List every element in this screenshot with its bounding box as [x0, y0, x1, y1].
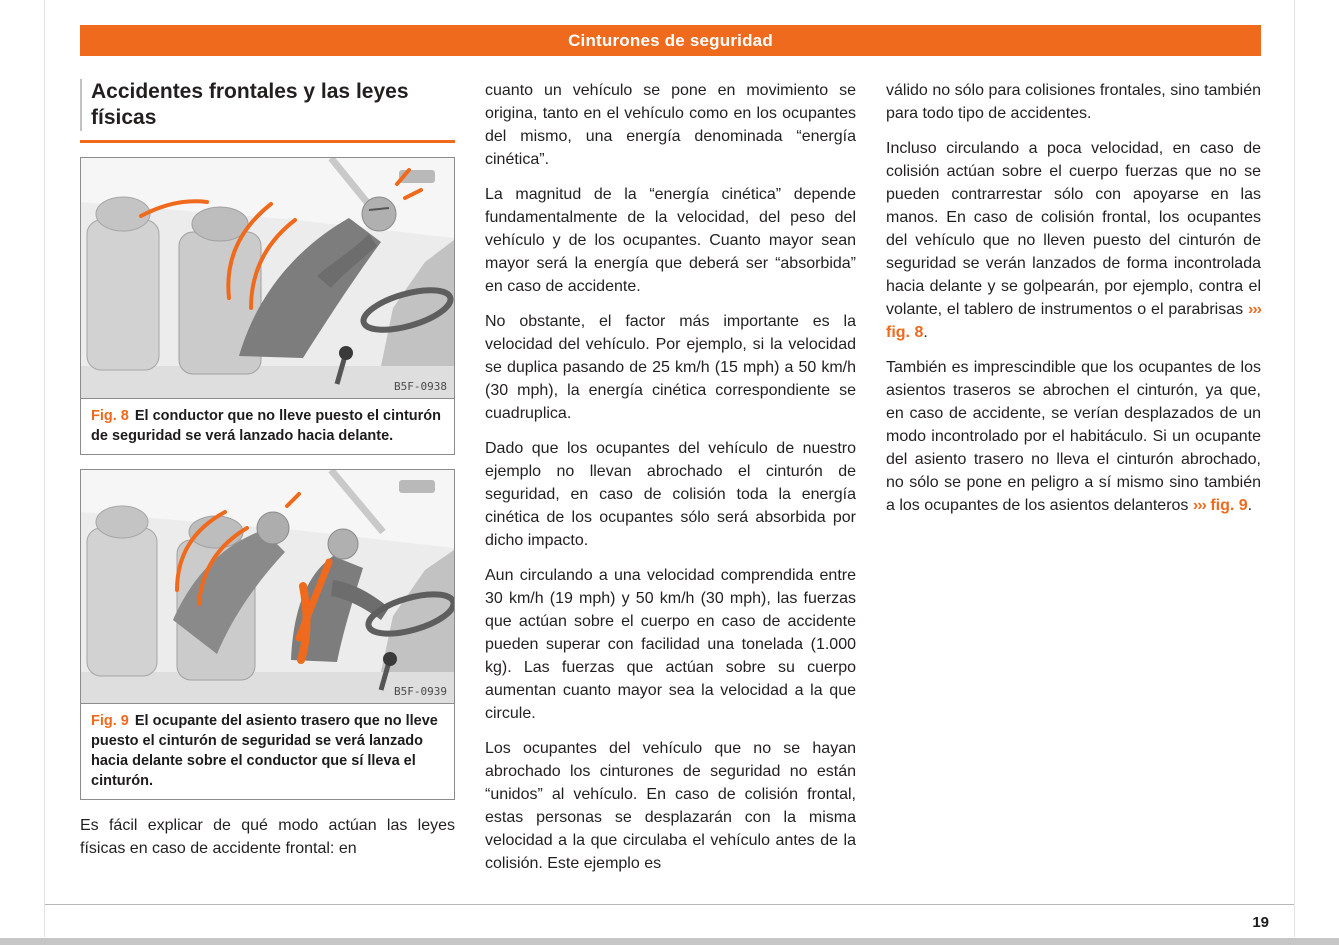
heading-underline	[80, 131, 455, 143]
paragraph	[886, 137, 1261, 344]
paragraph: Aun circulando a una velocidad comprendida entre 30 km/h (19 mph) y 50 km/h (30 mph), las fuerzas que actúan sobre el cuerpo en caso de accidente pueden superar con facilidad una tonelada (1.000 kg). Las fuerzas que actúan sobre su cuerpo aumentan cuanto mayor sea la velocidad a la que circule.	[485, 567, 856, 722]
page-content	[80, 25, 1261, 875]
figure-8-image	[80, 157, 455, 399]
section-heading: Accidentes frontales y las leyes físicas	[80, 79, 455, 131]
figure-9-illustration	[81, 470, 454, 703]
triple-chevron-icon: ›››	[1248, 301, 1261, 318]
paragraph: válido no sólo para colisiones frontales, sino también para todo tipo de accidentes.	[886, 82, 1261, 122]
page-edge-bottom	[0, 938, 1339, 945]
left-column-paragraph: Es fácil explicar de qué modo actúan las leyes físicas en caso de accidente frontal: en	[80, 817, 455, 857]
figure-9-image	[80, 469, 455, 704]
paragraph: La magnitud de la “energía cinética” depende fundamentalmente de la velocidad, del peso del vehículo y de los ocupantes. Cuanto mayor sean mayor será la energía que deberá ser “absorbida” en caso de accidente.	[485, 186, 856, 295]
figure-9-caption	[80, 703, 455, 800]
figure-9-caption-text: El ocupante del asiento trasero que no lleve puesto el cinturón de seguridad se verá lanzado hacia delante sobre el conductor que sí lleva el cinturón.	[91, 713, 438, 789]
figure-8-code: B5F-0938	[394, 380, 447, 393]
figure-8	[80, 157, 455, 455]
figure-8-caption-label: Fig. 8	[91, 408, 129, 424]
page-number: 19	[1252, 914, 1269, 931]
paragraph: cuanto un vehículo se pone en movimiento se origina, tanto en el vehículo como en los ocupantes del mismo, una energía denominada “energía cinética”.	[485, 82, 856, 168]
chapter-header-bar	[80, 25, 1261, 56]
footer-rule	[45, 904, 1294, 905]
three-column-layout	[80, 79, 1261, 875]
figure-9-code: B5F-0939	[394, 685, 447, 698]
triple-chevron-icon: ›››	[1192, 497, 1206, 514]
middle-column	[485, 79, 856, 875]
figure-9-reference-link[interactable]: fig. 9	[1210, 497, 1248, 514]
paragraph: Dado que los ocupantes del vehículo de nuestro ejemplo no llevan abrochado el cinturón de seguridad, en caso de colisión toda la energía cinética de los ocupantes sólo será absorbida por dicho impacto.	[485, 440, 856, 549]
paragraph-end: .	[1247, 497, 1253, 514]
figure-8-reference-link[interactable]: fig. 8	[886, 324, 924, 341]
figure-8-caption-text: El conductor que no lleve puesto el cinturón de seguridad se verá lanzado hacia delante.	[91, 408, 442, 444]
page-edge-right	[1294, 0, 1295, 937]
paragraph: Los ocupantes del vehículo que no se hayan abrochado los cinturones de seguridad no están “unidos” al vehículo. En caso de colisión frontal, estas personas se desplazarán con la misma velocidad a la que circulaba el vehículo antes de la colisión. Este ejemplo es	[485, 740, 856, 872]
chapter-title: Cinturones de seguridad	[568, 31, 773, 50]
rearview-mirror	[399, 480, 435, 493]
page-edge-left	[44, 0, 45, 937]
figure-9	[80, 469, 455, 800]
paragraph	[886, 356, 1261, 517]
figure-8-illustration	[81, 158, 454, 398]
figure-8-caption	[80, 398, 455, 455]
paragraph-text: También es imprescindible que los ocupantes de los asientos traseros se abrochen el cinturón, ya que, en caso de accidente, se verían desplazados de un modo incontrolado por el habitáculo. Si un ocupante del asiento trasero no lleva el cinturón abrochado, no sólo se pone en peligro a sí mismo sino también a los ocupantes de los asientos delanteros	[886, 359, 1261, 514]
paragraph-end: .	[923, 324, 928, 341]
paragraph-text: Incluso circulando a poca velocidad, en caso de colisión actúan sobre el cuerpo fuerzas que no se pueden contrarrestar sólo con apoyarse en las manos. En caso de colisión frontal, los ocupantes del vehículo que no lleven puesto del cinturón de seguridad se verán lanzados de forma incontrolada hacia delante y se golpearán, por ejemplo, contra el volante, el tablero de instrumentos o el parabrisas	[886, 140, 1261, 318]
figure-9-caption-label: Fig. 9	[91, 713, 129, 729]
paragraph: No obstante, el factor más importante es la velocidad del vehículo. Por ejemplo, si la velocidad se duplica pasando de 25 km/h (15 mph) a 50 km/h (30 mph), la energía cinética correspondiente se cuadruplica.	[485, 313, 856, 422]
right-column	[886, 79, 1261, 875]
left-column	[80, 79, 455, 875]
